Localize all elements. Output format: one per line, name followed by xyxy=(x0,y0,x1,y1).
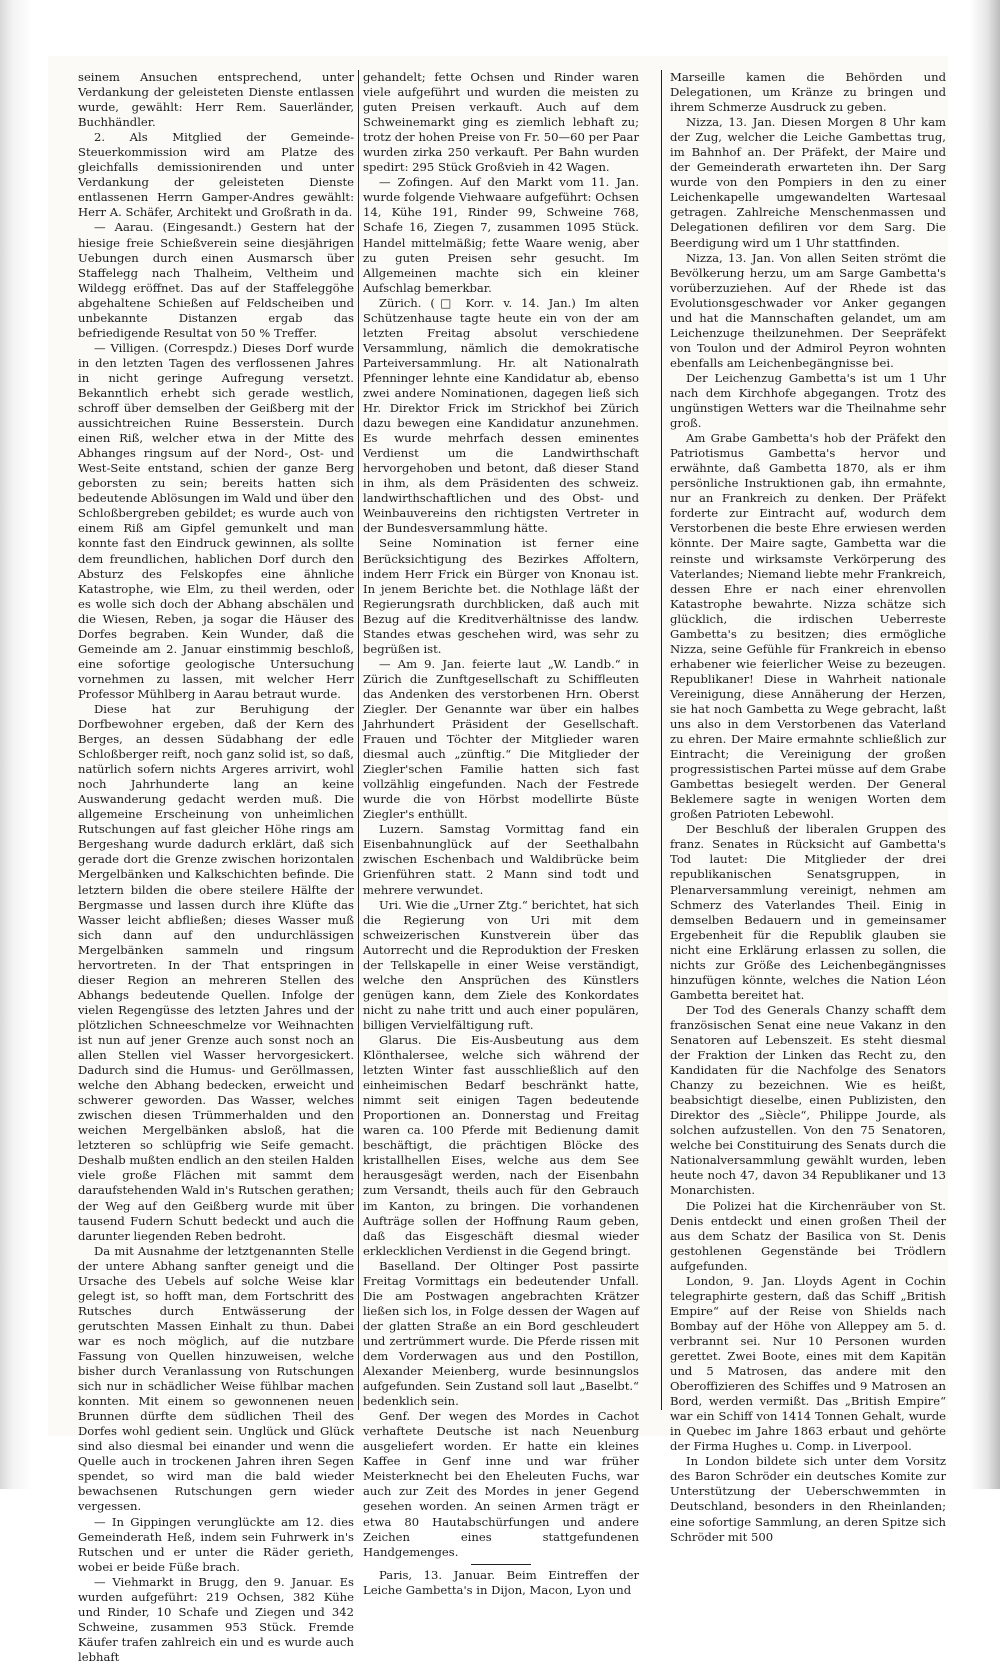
paragraph: Diese hat zur Beruhigung der Dorfbewohner ergeben, daß der Kern des Berges, an dessen Südabhang der edle Schloßberger reift, noch ganz solid ist, so daß, natürlich sofern nichts Argeres arrivirt, wohl noch Jahrhunderte lang an keine Auswanderung gedacht werden muß. Die allgemeine Erscheinung von unheimlichen Rutschungen auf fast gleicher Höhe rings am Bergeshang wurde dadurch erklärt, daß sich gerade dort die Grenze zwischen horizontalen Mergelbänken und Kalkschichten befinde. Die letztern bilden die obere steilere Hälfte der Bergmasse und lassen durch ihre Klüfte das Wasser leicht abfließen; dieses Wasser muß sich dann auf den undurchlässigen Mergelbänken sammeln und ringsum hervortreten. In der That entspringen in dieser Region an mehreren Stellen des Abhangs bedeutende Quellen. Infolge der vielen Regengüsse des letzten Jahres und der plötzlichen Schneeschmelze vor Weihnachten ist nun auf jener Grenze auch sonst noch an allen Stellen viel Wasser hervorgesickert. Dadurch sind die Humus- und Geröllmassen, welche den Abhang bedecken, erweicht und schwerer geworden. Das Wasser, welches zwischen diesen Trümmerhalden und den weichen Mergelbänken absloß, hat die letzteren so schlüpfrig wie Seife gemacht. Deshalb mußten endlich an den steilen Halden viele große Flächen mit sammt dem daraufstehenden Wald in's Rutschen gerathen; der Weg auf den Geißberg wurde mit über tausend Fudern Schutt bedeckt und auch die darunter liegenden Reben bedroht. xyxy=(78,701,354,1243)
paragraph: Uri. Wie die „Urner Ztg.“ berichtet, hat sich die Regierung von Uri mit dem schweizerischen Kunstverein über das Autorrecht und die Reproduktion der Fresken der Tellskapelle in einer Weise verständigt, welche den Ansprüchen des Künstlers genügen kann, dem Ziele des Konkordates nicht zu nahe tritt und auch einer populären, billigen Vervielfältigung ruft. xyxy=(363,897,639,1032)
section-divider xyxy=(471,1564,531,1565)
paragraph: Die Polizei hat die Kirchenräuber von St. Denis entdeckt und einen großen Theil der aus dem Schatz der Basilica von St. Denis gestohlenen Gegenstände bei Trödlern aufgefunden. xyxy=(670,1198,946,1273)
paragraph: London, 9. Jan. Lloyds Agent in Cochin telegraphirte gestern, daß das Schiff „British Empire“ auf der Reise von Shields nach Bombay auf der Höhe von Alleppey am 5. d. verbrannt sei. Nur 10 Personen wurden gerettet. Zwei Boote, eines mit dem Kapitän und 5 Matrosen, das andere mit den Oberoffizieren des Schiffes und 9 Matrosen an Bord, werden vermißt. Das „British Empire“ war ein Schiff von 1414 Tonnen Gehalt, wurde in Quebec im Jahre 1863 erbaut und gehörte der Firma Hughes u. Comp. in Liverpool. xyxy=(670,1273,946,1454)
column-1 xyxy=(78,70,354,1664)
paragraph: seinem Ansuchen entsprechend, unter Verdankung der geleisteten Dienste entlassen wurde, gewählt: Herr Rem. Sauerländer, Buchhändler. xyxy=(78,70,354,130)
paragraph: Baselland. Der Oltinger Post passirte Freitag Vormittags ein bedeutender Unfall. Die am Postwagen angebrachten Krätzer ließen sich los, in Folge dessen der Wagen auf der glatten Straße an ein Bord geschleudert und zertrümmert wurde. Die Pferde rissen mit dem Vorderwagen aus und den Postillon, Alexander Meienberg, wurde besinnungslos aufgefunden. Sein Zustand soll laut „Baselbt.“ bedenklich sein. xyxy=(363,1258,639,1409)
paragraph: Am Grabe Gambetta's hob der Präfekt den Patriotismus Gambetta's hervor und erwähnte, daß Gambetta 1870, als er ihm persönliche Instruktionen gab, ihn ermahnte, nur an Frankreich zu denken. Der Präfekt forderte zur Eintracht auf, wodurch dem Verstorbenen die beste Ehre erwiesen werden könnte. Der Maire sagte, Gambetta war die reinste und wirksamste Verkörperung des Vaterlandes; Niemand liebte mehr Frankreich, dessen Ehre er nach einer ehrenvollen Katastrophe bewahrte. Nizza schätze sich glücklich, die irdischen Ueberreste Gambetta's zu besitzen; dies ermögliche Nizza, seine Gefühle für Frankreich in ebenso erhabener wie feierlicher Weise zu bezeugen. Republikaner! Diese in Wahrheit nationale Vereinigung, diese Annäherung der Herzen, sie hat noch Gambetta zu Wege gebracht, laßt uns also in dem Verstorbenen das Vaterland zu ehren. Der Maire ermahnte schließlich zur Eintracht; die Vereinigung der großen progressistischen Partei müsse auf dem Grabe Gambettas besiegelt werden. Der General Beklemere sagte in wenigen Worten dem großen Patrioten Lebewohl. xyxy=(670,431,946,822)
column-rule-1 xyxy=(358,70,359,1410)
column-3 xyxy=(670,70,946,1544)
paragraph: Nizza, 13. Jan. Von allen Seiten strömt die Bevölkerung herzu, um am Sarge Gambetta's vorüberzuziehen. Auf der Rhede ist das Evolutionsgeschwader vor Anker gegangen und hat die Mannschaften gelandet, um am Leichenzuge theilzunehmen. Der Seepräfekt von Toulon und der Admirol Peyron wohnten ebenfalls am Leichenbegängnisse bei. xyxy=(670,250,946,370)
paragraph: Genf. Der wegen des Mordes in Cachot verhaftete Deutsche ist nach Neuenburg ausgeliefert worden. Er hatte ein kleines Kaffee in Genf inne und war früher Meisterknecht bei den Eheleuten Fuchs, war auch zur Zeit des Mordes in jener Gegend gesehen worden. An seinen Armen trägt er etwa 80 Hautabschürfungen und andere Zeichen eines stattgefundenen Handgemenges. xyxy=(363,1409,639,1559)
column-2 xyxy=(363,70,639,1597)
paragraph: — Am 9. Jan. feierte laut „W. Landb.“ in Zürich die Zunftgesellschaft zu Schiffleuten das Andenken des verstorbenen Hrn. Oberst Ziegler. Der Genannte war über ein halbes Jahrhundert Präsident der Gesellschaft. Frauen und Töchter der Mitglieder waren diesmal auch „zünftig.“ Die Mitglieder der Ziegler'schen Familie hatten sich fast vollzählig eingefunden. Nach der Festrede wurde die von Hörbst modellirte Büste Ziegler's enthüllt. xyxy=(363,656,639,822)
paragraph: Der Leichenzug Gambetta's ist um 1 Uhr nach dem Kirchhofe abgegangen. Trotz des ungünstigen Wetters war die Theilnahme sehr groß. xyxy=(670,370,946,431)
column-rule-2 xyxy=(661,70,662,1410)
paragraph: — In Gippingen verunglückte am 12. dies Gemeinderath Heß, indem sein Fuhrwerk in's Rutschen und er unter die Räder gerieth, wobei er beide Füße brach. xyxy=(78,1514,354,1574)
paragraph: — Viehmarkt in Brugg, den 9. Januar. Es wurden aufgeführt: 219 Ochsen, 382 Kühe und Rinder, 10 Schafe und Ziegen und 342 Schweine, zusammen 953 Stück. Fremde Käufer trafen zahlreich ein und es wurde auch lebhaft xyxy=(78,1574,354,1664)
paragraph: Marseille kamen die Behörden und Delegationen, um Kränze zu bringen und ihrem Schmerze Ausdruck zu geben. xyxy=(670,70,946,115)
paragraph: 2. Als Mitglied der Gemeinde-Steuerkommission wird am Platze des gleichfalls demissionirenden und unter Verdankung der geleisteten Dienste entlassenen Herrn Gamper-Andres gewählt: Herr A. Schäfer, Architekt und Großrath in da. xyxy=(78,130,354,220)
paragraph: gehandelt; fette Ochsen und Rinder waren viele aufgeführt und wurden die meisten zu guten Preisen verkauft. Auch auf dem Schweinemarkt ging es ziemlich lebhaft zu; trotz der hohen Preise von Fr. 50—60 per Paar wurden zirka 250 verkauft. Per Bahn wurden spedirt: 295 Stück Großvieh in 42 Wagen. xyxy=(363,70,639,175)
paragraph: — Villigen. (Correspdz.) Dieses Dorf wurde in den letzten Tagen des verflossenen Jahres in nicht geringe Aufregung versetzt. Bekanntlich erhebt sich gerade westlich, schroff über demselben der Geißberg mit der aussichtreichen Ruine Besserstein. Durch einen Riß, welcher etwa in der Mitte des Abhanges ringsum auf der Nord-, Ost- und West-Seite entstand, schien der ganze Berg geborsten zu sein; bereits hatten sich bedeutende Ablösungen im Wald und über den Schloßbergreben gebildet; es wurde auch von einem Riß am Gipfel gemunkelt und man konnte fast den Eindruck gewinnen, als sollte dem freundlichen, hablichen Dorf durch den Absturz des Felskopfes eine ähnliche Katastrophe, wie Elm, zu theil werden, oder es wolle sich doch der Abhang abschälen und die Wiesen, Reben, ja sogar die Häuser des Dorfes begraben. Kein Wunder, daß die Gemeinde am 2. Januar einstimmig beschloß, eine sofortige geologische Untersuchung vornehmen zu lassen, mit welcher Herr Professor Mühlberg in Aarau betraut wurde. xyxy=(78,340,354,701)
page-footer-margin xyxy=(0,1450,1000,1489)
paragraph: Der Beschluß der liberalen Gruppen des franz. Senates in Rücksicht auf Gambetta's Tod lautet: Die Mitglieder der drei republikanischen Senatsgruppen, in Plenarversammlung vereinigt, nehmen am Schmerz des Vaterlandes Theil. Einig in demselben Bedauern und in gemeinsamer Ergebenheit für die Republik glauben sie nicht eine Erklärung erlassen zu sollen, die nichts zur Größe des Leichenbegängnisses hinzufügen könnte, welches die Nation Léon Gambetta bereitet hat. xyxy=(670,822,946,1002)
paragraph: In London bildete sich unter dem Vorsitz des Baron Schröder ein deutsches Komite zur Unterstützung der Ueberschwemmten in Deutschland, besonders in den Rheinlanden; eine sofortige Sammlung, an deren Spitze sich Schröder mit 500 xyxy=(670,1454,946,1544)
paragraph: — Zofingen. Auf den Markt vom 11. Jan. wurde folgende Viehwaare aufgeführt: Ochsen 14, Kühe 191, Rinder 99, Schweine 768, Schafe 16, Ziegen 7, zusammen 1095 Stück. Handel mittelmäßig; fette Waare wenig, aber zu guten Preisen sehr gesucht. Im Allgemeinen machte sich ein kleiner Aufschlag bemerkbar. xyxy=(363,175,639,295)
paragraph: Seine Nomination ist ferner eine Berücksichtigung des Bezirkes Affoltern, indem Herr Frick ein Bürger von Knonau ist. In jenem Berichte bet. die Nothlage läßt der Regierungsrath durchblicken, daß auch mit Bezug auf die Kreditverhältnisse des landw. Standes etwas geschehen wird, was sehr zu begrüßen ist. xyxy=(363,536,639,656)
paragraph: Nizza, 13. Jan. Diesen Morgen 8 Uhr kam der Zug, welcher die Leiche Gambettas trug, im Bahnhof an. Der Präfekt, der Maire und der Gemeinderath erwarteten ihn. Der Sarg wurde von den Pompiers in den zu einer Leichenkapelle umgewandelten Wartesaal getragen. Zahlreiche Menschenmassen und Delegationen defiliren vor dem Sarg. Die Beerdigung wird um 1 Uhr stattfinden. xyxy=(670,115,946,250)
paragraph: Paris, 13. Januar. Beim Eintreffen der Leiche Gambetta's in Dijon, Macon, Lyon und xyxy=(363,1567,639,1597)
paragraph: Da mit Ausnahme der letztgenannten Stelle der untere Abhang sanfter geneigt und die Ursache des Uebels auf solche Weise klar gelegt ist, so hofft man, dem Fortschritt des Rutsches durch Entwässerung der gerutschten Massen Einhalt zu thun. Dabei war es noch möglich, auf die nutzbare Fassung von Quellen hinzuweisen, welche bisher durch Veranlassung von Rutschungen sich nur in schädlicher Weise fühlbar machen konnten. Mit einem so gewonnenen neuen Brunnen dürfte dem südlichen Theil des Dorfes wohl gedient sein. Unglück und Glück sind also diesmal bei einander und wenn die Quelle auch in trockenen Jahren ihren Segen spendet, so wird man die bald wieder bewachsenen Rutschungen gern wieder vergessen. xyxy=(78,1243,354,1514)
paragraph: Zürich. (□ Korr. v. 14. Jan.) Im alten Schützenhause tagte heute ein von der am letzten Freitag absolut verschiedene Versammlung, nämlich die demokratische Parteiversammlung. Hr. alt Nationalrath Pfenninger lehnte eine Kandidatur ab, ebenso zwei andere Nominationen, dagegen ließ sich Hr. Direktor Frick im Strickhof bei Zürich dazu bewegen eine Kandidatur anzunehmen. Es wurde mehrfach dessen eminentes Verdienst um die Landwirthschaft hervorgehoben und betont, daß dieser Stand in ihm, als dem Präsidenten des schweiz. landwirthschaftlichen und des Obst- und Weinbauvereins den richtigsten Vertreter in der Bundesversammlung hätte. xyxy=(363,295,639,536)
paragraph: Glarus. Die Eis-Ausbeutung aus dem Klönthalersee, welche sich während der letzten Winter fast ausschließlich auf den einheimischen Bedarf beschränkt hatte, nimmt seit einigen Tagen bedeutende Proportionen an. Donnerstag und Freitag waren ca. 100 Pferde mit Bedienung damit beschäftigt, die prächtigen Blöcke des kristallhellen Eises, welche aus dem See herausgesägt werden, nach der Eisenbahn zum Versandt, theils auch für den Gebrauch im Kanton, zu bringen. Die vorhandenen Aufträge sollen der Hoffnung Raum geben, daß das Eisgeschäft diesmal wieder erklecklichen Verdienst in die Gegend bringt. xyxy=(363,1033,639,1258)
scan-left-edge xyxy=(0,0,32,1489)
paragraph: Der Tod des Generals Chanzy schafft dem französischen Senat eine neue Vakanz in den Senatoren auf Lebenszeit. Es steht diesmal der Fraktion der Linken das Recht zu, den Kandidaten für die Nachfolge des Senators Chanzy zu bezeichnen. Wie es heißt, beabsichtigt dieselbe, einen Publizisten, den Direktor des „Siècle“, Philippe Jourde, als solchen aufzustellen. Von den 75 Senatoren, welche bei Constituirung des Senats durch die Nationalversammlung gewählt wurden, leben heute noch 47, davon 34 Republikaner und 13 Monarchisten. xyxy=(670,1002,946,1198)
paragraph: — Aarau. (Eingesandt.) Gestern hat der hiesige freie Schießverein seine diesjährigen Uebungen durch einen Ausmarsch über Staffelegg nach Thalheim, Veltheim und Wildegg eröffnet. Das auf der Staffeleggöhe abgehaltene Schießen auf Feldscheiben und unbekannte Distanzen ergab das befriedigende Resultat von 50 % Treffer. xyxy=(78,220,354,340)
paragraph: Luzern. Samstag Vormittag fand ein Eisenbahnunglück auf der Seethalbahn zwischen Eschenbach und Waldibrücke beim Grienführen statt. 2 Mann sind todt und mehrere verwundet. xyxy=(363,822,639,897)
scan-right-edge xyxy=(970,0,1000,1489)
